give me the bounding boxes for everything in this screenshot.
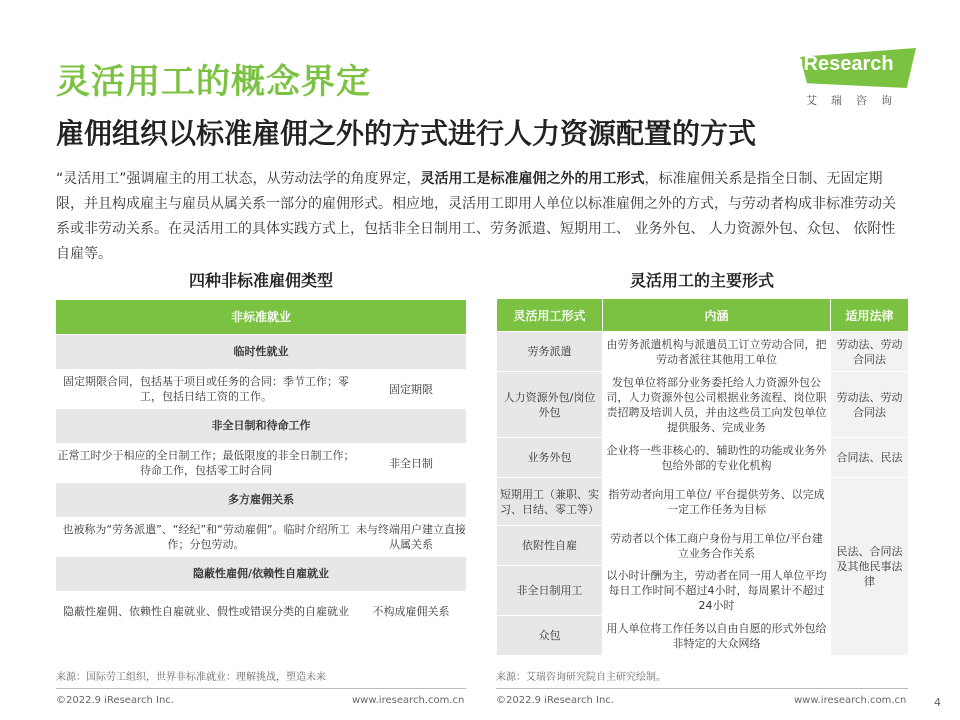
row-meaning: 劳动者以个体工商户身份与用工单位/平台建立业务合作关系 bbox=[603, 526, 831, 566]
row-law: 劳动法、劳动合同法 bbox=[831, 372, 909, 438]
footer-divider-left bbox=[56, 688, 466, 689]
row-form: 依附性自雇 bbox=[497, 526, 603, 566]
row-type: 非全日制 bbox=[389, 456, 433, 470]
table-row bbox=[56, 517, 466, 556]
left-table-title: 四种非标准雇佣类型 bbox=[188, 271, 333, 290]
row-law: 合同法、民法 bbox=[831, 438, 909, 478]
row-law: 劳动法、劳动合同法 bbox=[831, 332, 909, 372]
intro-paragraph bbox=[56, 167, 908, 267]
table-row bbox=[497, 332, 909, 372]
footer-copyright-right: ©2022.9 iResearch Inc. bbox=[496, 695, 614, 706]
intro-bold: 灵活用工是标准雇佣之外的用工形式 bbox=[420, 171, 645, 187]
logo-text: iResearch bbox=[798, 53, 894, 75]
table-row bbox=[56, 443, 466, 482]
header-law: 适用法律 bbox=[831, 299, 909, 332]
row-meaning: 用人单位将工作任务以自由自愿的形式外包给非特定的大众网络 bbox=[603, 616, 831, 656]
page-subtitle: 雇佣组织以标准雇佣之外的方式进行人力资源配置的方式 bbox=[56, 117, 757, 150]
row-meaning: 发包单位将部分业务委托给人力资源外包公司，人力资源外包公司根据业务流程、岗位职责招聘及培训人员，并由这些员工向发包单位提供服务、完成业务 bbox=[603, 372, 831, 438]
table-row bbox=[497, 478, 909, 526]
footer-divider-right bbox=[496, 688, 908, 689]
merged-law-cell: 民法、合同法及其他民事法律 bbox=[831, 478, 909, 656]
row-form: 业务外包 bbox=[497, 438, 603, 478]
row-desc: 也被称为“劳务派遣”、“经纪”和“劳动雇佣”。临时介绍所工作；分包劳动。 bbox=[62, 523, 350, 551]
left-source: 来源：国际劳工组织，世界非标准就业：理解挑战，塑造未来 bbox=[56, 672, 326, 683]
row-type: 不构成雇佣关系 bbox=[372, 604, 450, 618]
row-type: 固定期限 bbox=[389, 382, 433, 396]
row-meaning: 由劳务派遣机构与派遣员工订立劳动合同，把劳动者派往其他用工单位 bbox=[603, 332, 831, 372]
nonstandard-employment-table bbox=[56, 300, 466, 630]
logo-subtext: 艾瑞咨询 bbox=[806, 94, 906, 107]
right-source: 来源：艾瑞咨询研究院自主研究绘制。 bbox=[496, 672, 666, 683]
row-meaning: 企业将一些非核心的、辅助性的功能或业务外包给外部的专业化机构 bbox=[603, 438, 831, 478]
row-desc: 固定期限合同，包括基于项目或任务的合同：季节工作；零工，包括日结工资的工作。 bbox=[63, 375, 349, 403]
table-row bbox=[497, 438, 909, 478]
category-row: 非全日制和待命工作 bbox=[56, 408, 466, 443]
flexible-employment-forms-table bbox=[496, 298, 909, 656]
intro-part2: ，标准雇佣关系是指全日制、无固定期限，并且构成雇主与雇员从属关系一部分的雇佣形式。相应地，灵活用工即用人单位以标准雇佣之外的方式，与劳动者构成非标准劳动关系或非劳动关系。在灵活用工的具体实践方式上，包括非全日制用工、劳务派遣、短期用工、 业务外包、 人力资源外包、众包、 依附性自雇等。 bbox=[56, 171, 896, 262]
page-title: 灵活用工的概念界定 bbox=[56, 62, 371, 102]
footer-url-right: www.iresearch.com.cn bbox=[794, 695, 907, 706]
row-desc: 正常工时少于相应的全日制工作；最低限度的非全日制工作；待命工作，包括零工时合同 bbox=[57, 449, 355, 477]
intro-part1: “灵活用工”强调雇主的用工状态，从劳动法学的角度界定， bbox=[56, 171, 421, 187]
table-row bbox=[56, 369, 466, 408]
header-form: 灵活用工形式 bbox=[497, 299, 603, 332]
row-form: 劳务派遣 bbox=[497, 332, 603, 372]
row-meaning: 指劳动者向用工单位/ 平台提供劳务、以完成一定工作任务为目标 bbox=[603, 478, 831, 526]
row-form: 人力资源外包/岗位外包 bbox=[497, 372, 603, 438]
category-row: 隐蔽性雇佣/依赖性自雇就业 bbox=[56, 556, 466, 591]
row-form: 非全日制用工 bbox=[497, 566, 603, 616]
row-desc: 隐蔽性雇佣、依赖性自雇就业、假性或错误分类的自雇就业 bbox=[63, 604, 349, 618]
category-row: 临时性就业 bbox=[56, 334, 466, 369]
table-row bbox=[56, 591, 466, 630]
right-table-title: 灵活用工的主要形式 bbox=[629, 271, 774, 290]
table-row bbox=[497, 372, 909, 438]
row-form: 短期用工（兼职、实习、日结、零工等） bbox=[497, 478, 603, 526]
left-table-header: 非标准就业 bbox=[56, 300, 466, 334]
row-type: 未与终端用户建立直接从属关系 bbox=[356, 523, 466, 551]
category-row: 多方雇佣关系 bbox=[56, 482, 466, 517]
iresearch-logo bbox=[788, 48, 918, 110]
table-header-row bbox=[497, 299, 909, 332]
row-form: 众包 bbox=[497, 616, 603, 656]
page-number: 4 bbox=[934, 696, 941, 709]
footer-copyright-left: ©2022.9 iResearch Inc. bbox=[56, 695, 174, 706]
footer-url-left: www.iresearch.com.cn bbox=[352, 695, 465, 706]
header-meaning: 内涵 bbox=[603, 299, 831, 332]
row-meaning: 以小时计酬为主，劳动者在同一用人单位平均每日工作时间不超过4小时，每周累计不超过24小时 bbox=[603, 566, 831, 616]
